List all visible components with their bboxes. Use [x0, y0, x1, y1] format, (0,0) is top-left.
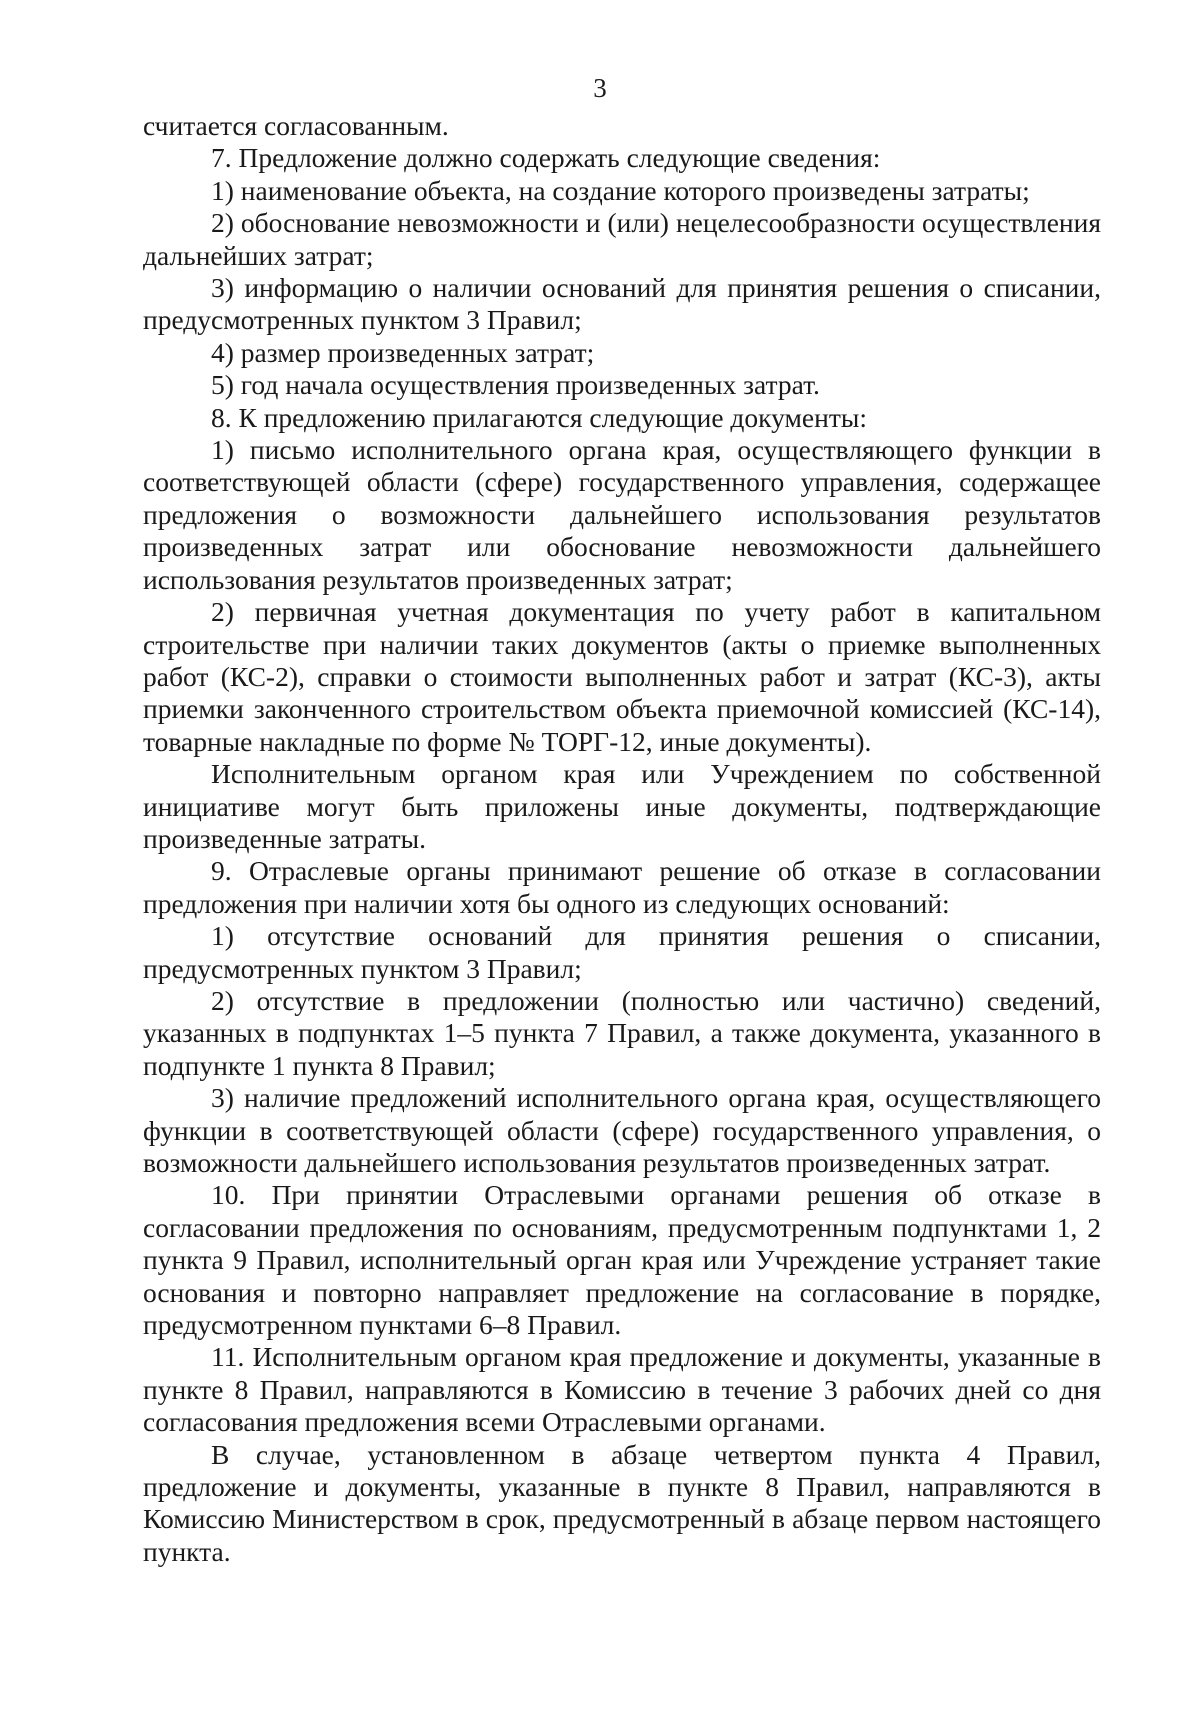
paragraph: 1) наименование объекта, на создание которого произведены затраты; [211, 174, 1030, 206]
paragraph: 1) письмо исполнительного органа края, осуществляющего функции в соответствующей области (сфере) государственного управления, содержащее предложения о возможности дальнейшего использования результатов произведенных затрат или обоснование невозможности дальнейшего использования результатов произведенных затрат; [143, 434, 1101, 595]
paragraph: 1) отсутствие оснований для принятия решения о списании, предусмотренных пунктом 3 Правил; [143, 920, 1101, 984]
paragraph: 11. Исполнительным органом края предложение и документы, указанные в пункте 8 Правил, направляются в Комиссию в течение 3 рабочих дней со дня согласования предложения всеми Отраслевыми органами. [143, 1341, 1101, 1438]
document-body [143, 110, 1101, 1568]
paragraph: 4) размер произведенных затрат; [211, 336, 595, 368]
paragraph: 2) отсутствие в предложении (полностью или частично) сведений, указанных в подпунктах 1–5 пункта 7 Правил, а также документа, указанного в подпункте 1 пункта 8 Правил; [143, 984, 1101, 1081]
paragraph: 3) наличие предложений исполнительного органа края, осуществляющего функции в соответствующей области (сфере) государственного управления, о возможности дальнейшего использования результатов произведенных затрат. [143, 1082, 1101, 1178]
paragraph: 2) обоснование невозможности и (или) нецелесообразности осуществления дальнейших затрат; [143, 207, 1101, 271]
paragraph: 3) информацию о наличии оснований для принятия решения о списании, предусмотренных пунктом 3 Правил; [143, 272, 1101, 336]
paragraph: 8. К предложению прилагаются следующие документы: [211, 401, 867, 433]
paragraph: считается согласованным. [143, 110, 449, 141]
paragraph: В случае, установленном в абзаце четвертом пункта 4 Правил, предложение и документы, указанные в пункте 8 Правил, направляются в Комиссию Министерством в срок, предусмотренный в абзаце первом настоящего пункта. [143, 1438, 1101, 1567]
paragraph: 2) первичная учетная документация по учету работ в капитальном строительстве при наличии таких документов (акты о приемке выполненных работ (КС-2), справки о стоимости выполненных работ и затрат (КС-3), акты приемки законченного строительством объекта приемочной комиссией (КС-14), товарные накладные по форме № ТОРГ-12, иные документы). [143, 596, 1101, 757]
page-number: 3 [593, 73, 607, 103]
paragraph: 9. Отраслевые органы принимают решение об отказе в согласовании предложения при наличии хотя бы одного из следующих оснований: [143, 855, 1101, 919]
paragraph: 5) год начала осуществления произведенных затрат. [211, 369, 820, 401]
paragraph: 10. При принятии Отраслевыми органами решения об отказе в согласовании предложения по основаниям, предусмотренным подпунктами 1, 2 пункта 9 Правил, исполнительный орган края или Учреждение устраняет такие основания и повторно направляет предложение на согласование в порядке, предусмотренном пунктами 6–8 Правил. [143, 1179, 1101, 1341]
paragraph: Исполнительным органом края или Учреждением по собственной инициативе могут быть приложены иные документы, подтверждающие произведенные затраты. [143, 758, 1101, 854]
paragraph: 7. Предложение должно содержать следующие сведения: [211, 142, 881, 174]
